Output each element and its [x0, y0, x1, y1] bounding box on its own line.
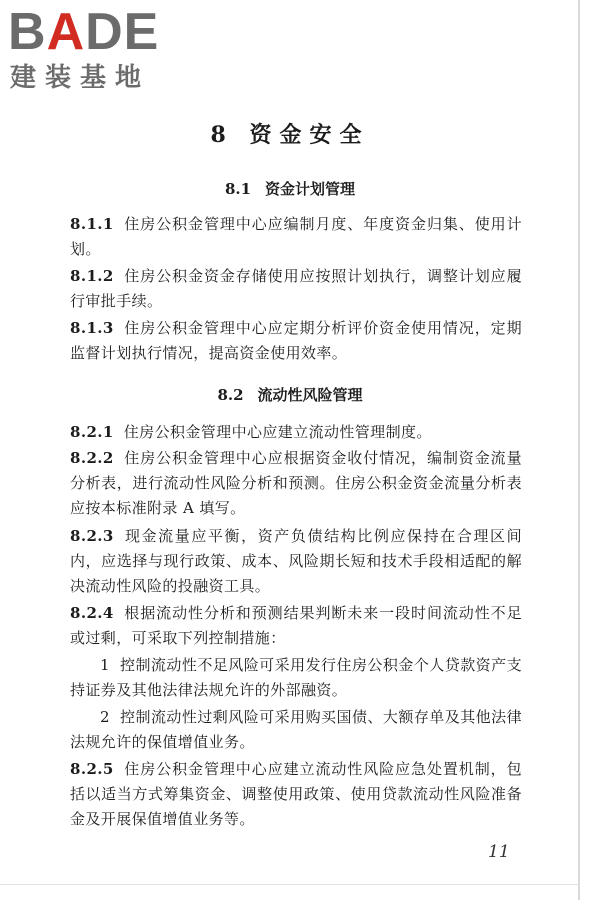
logo-wordmark: [8, 4, 159, 60]
item-number: 2: [100, 708, 110, 726]
clause-text: 住房公积金资金存储使用应按照计划执行，调整计划应履行审批手续。: [70, 267, 522, 310]
item-number: 1: [100, 656, 110, 674]
clause-8-1-1: [70, 212, 522, 262]
bade-logo: [8, 4, 178, 100]
logo-letters-de: DE: [85, 3, 160, 61]
clause-number: 8.1.1: [70, 215, 114, 233]
section-heading: 流动性风险管理: [257, 386, 363, 404]
clause-8-2-3: [70, 524, 522, 599]
clause-8-2-1: [70, 420, 522, 445]
clause-number: 8.2.3: [70, 527, 114, 545]
clause-text: 住房公积金管理中心应编制月度、年度资金归集、使用计划。: [70, 215, 522, 258]
clause-number: 8.2.5: [70, 760, 114, 778]
section-number: 8.2: [217, 386, 244, 404]
clause-text: 根据流动性分析和预测结果判断未来一段时间流动性不足或过剩，可采取下列控制措施：: [70, 604, 522, 647]
clause-number: 8.1.2: [70, 267, 114, 285]
section-heading: 资金计划管理: [265, 180, 356, 198]
page-number: 11: [488, 842, 510, 862]
clause-number: 8.2.1: [70, 423, 114, 441]
clause-text: 住房公积金管理中心应建立流动性风险应急处置机制，包括以适当方式筹集资金、调整使用政策、使用贷款流动性风险准备金及开展保值增值业务等。: [70, 760, 522, 828]
clause-text: 住房公积金管理中心应建立流动性管理制度。: [123, 423, 432, 441]
clause-8-2-5: [70, 757, 522, 832]
clause-number: 8.1.3: [70, 319, 114, 337]
clause-number: 8.2.4: [70, 604, 114, 622]
clause-8-2-2: [70, 446, 522, 521]
page-bottom-edge: [0, 884, 580, 885]
clause-8-2-4-item-2: [70, 705, 522, 755]
clause-8-1-2: [70, 264, 522, 314]
item-text: 控制流动性不足风险可采用发行住房公积金个人贷款资产支持证券及其他法律法规允许的外部融资。: [70, 656, 522, 699]
logo-subtitle: 建装基地: [10, 63, 151, 93]
clause-text: 现金流量应平衡，资产负债结构比例应保持在合理区间内，应选择与现行政策、成本、风险期长短和技术手段相适配的解决流动性风险的投融资工具。: [70, 527, 522, 595]
logo-letter-b: B: [8, 3, 47, 61]
clause-number: 8.2.2: [70, 449, 114, 467]
chapter-title: 8 资金安全: [210, 122, 370, 148]
clause-text: 住房公积金管理中心应根据资金收付情况，编制资金流量分析表，进行流动性风险分析和预测。住房公积金资金流量分析表应按本标准附录 A 填写。: [70, 449, 522, 517]
section-title-8-2: [0, 384, 580, 405]
section-number: 8.1: [224, 180, 252, 198]
section-title-8-1: [0, 178, 580, 199]
clause-text: 住房公积金管理中心应定期分析评价资金使用情况，定期监督计划执行情况，提高资金使用效率。: [70, 319, 522, 362]
clause-8-2-4: [70, 601, 522, 651]
logo-letter-a: A: [46, 3, 86, 61]
item-text: 控制流动性过剩风险可采用购买国债、大额存单及其他法律法规允许的保值增值业务。: [70, 708, 522, 751]
clause-8-1-3: [70, 316, 522, 366]
clause-8-2-4-item-1: [70, 653, 522, 703]
